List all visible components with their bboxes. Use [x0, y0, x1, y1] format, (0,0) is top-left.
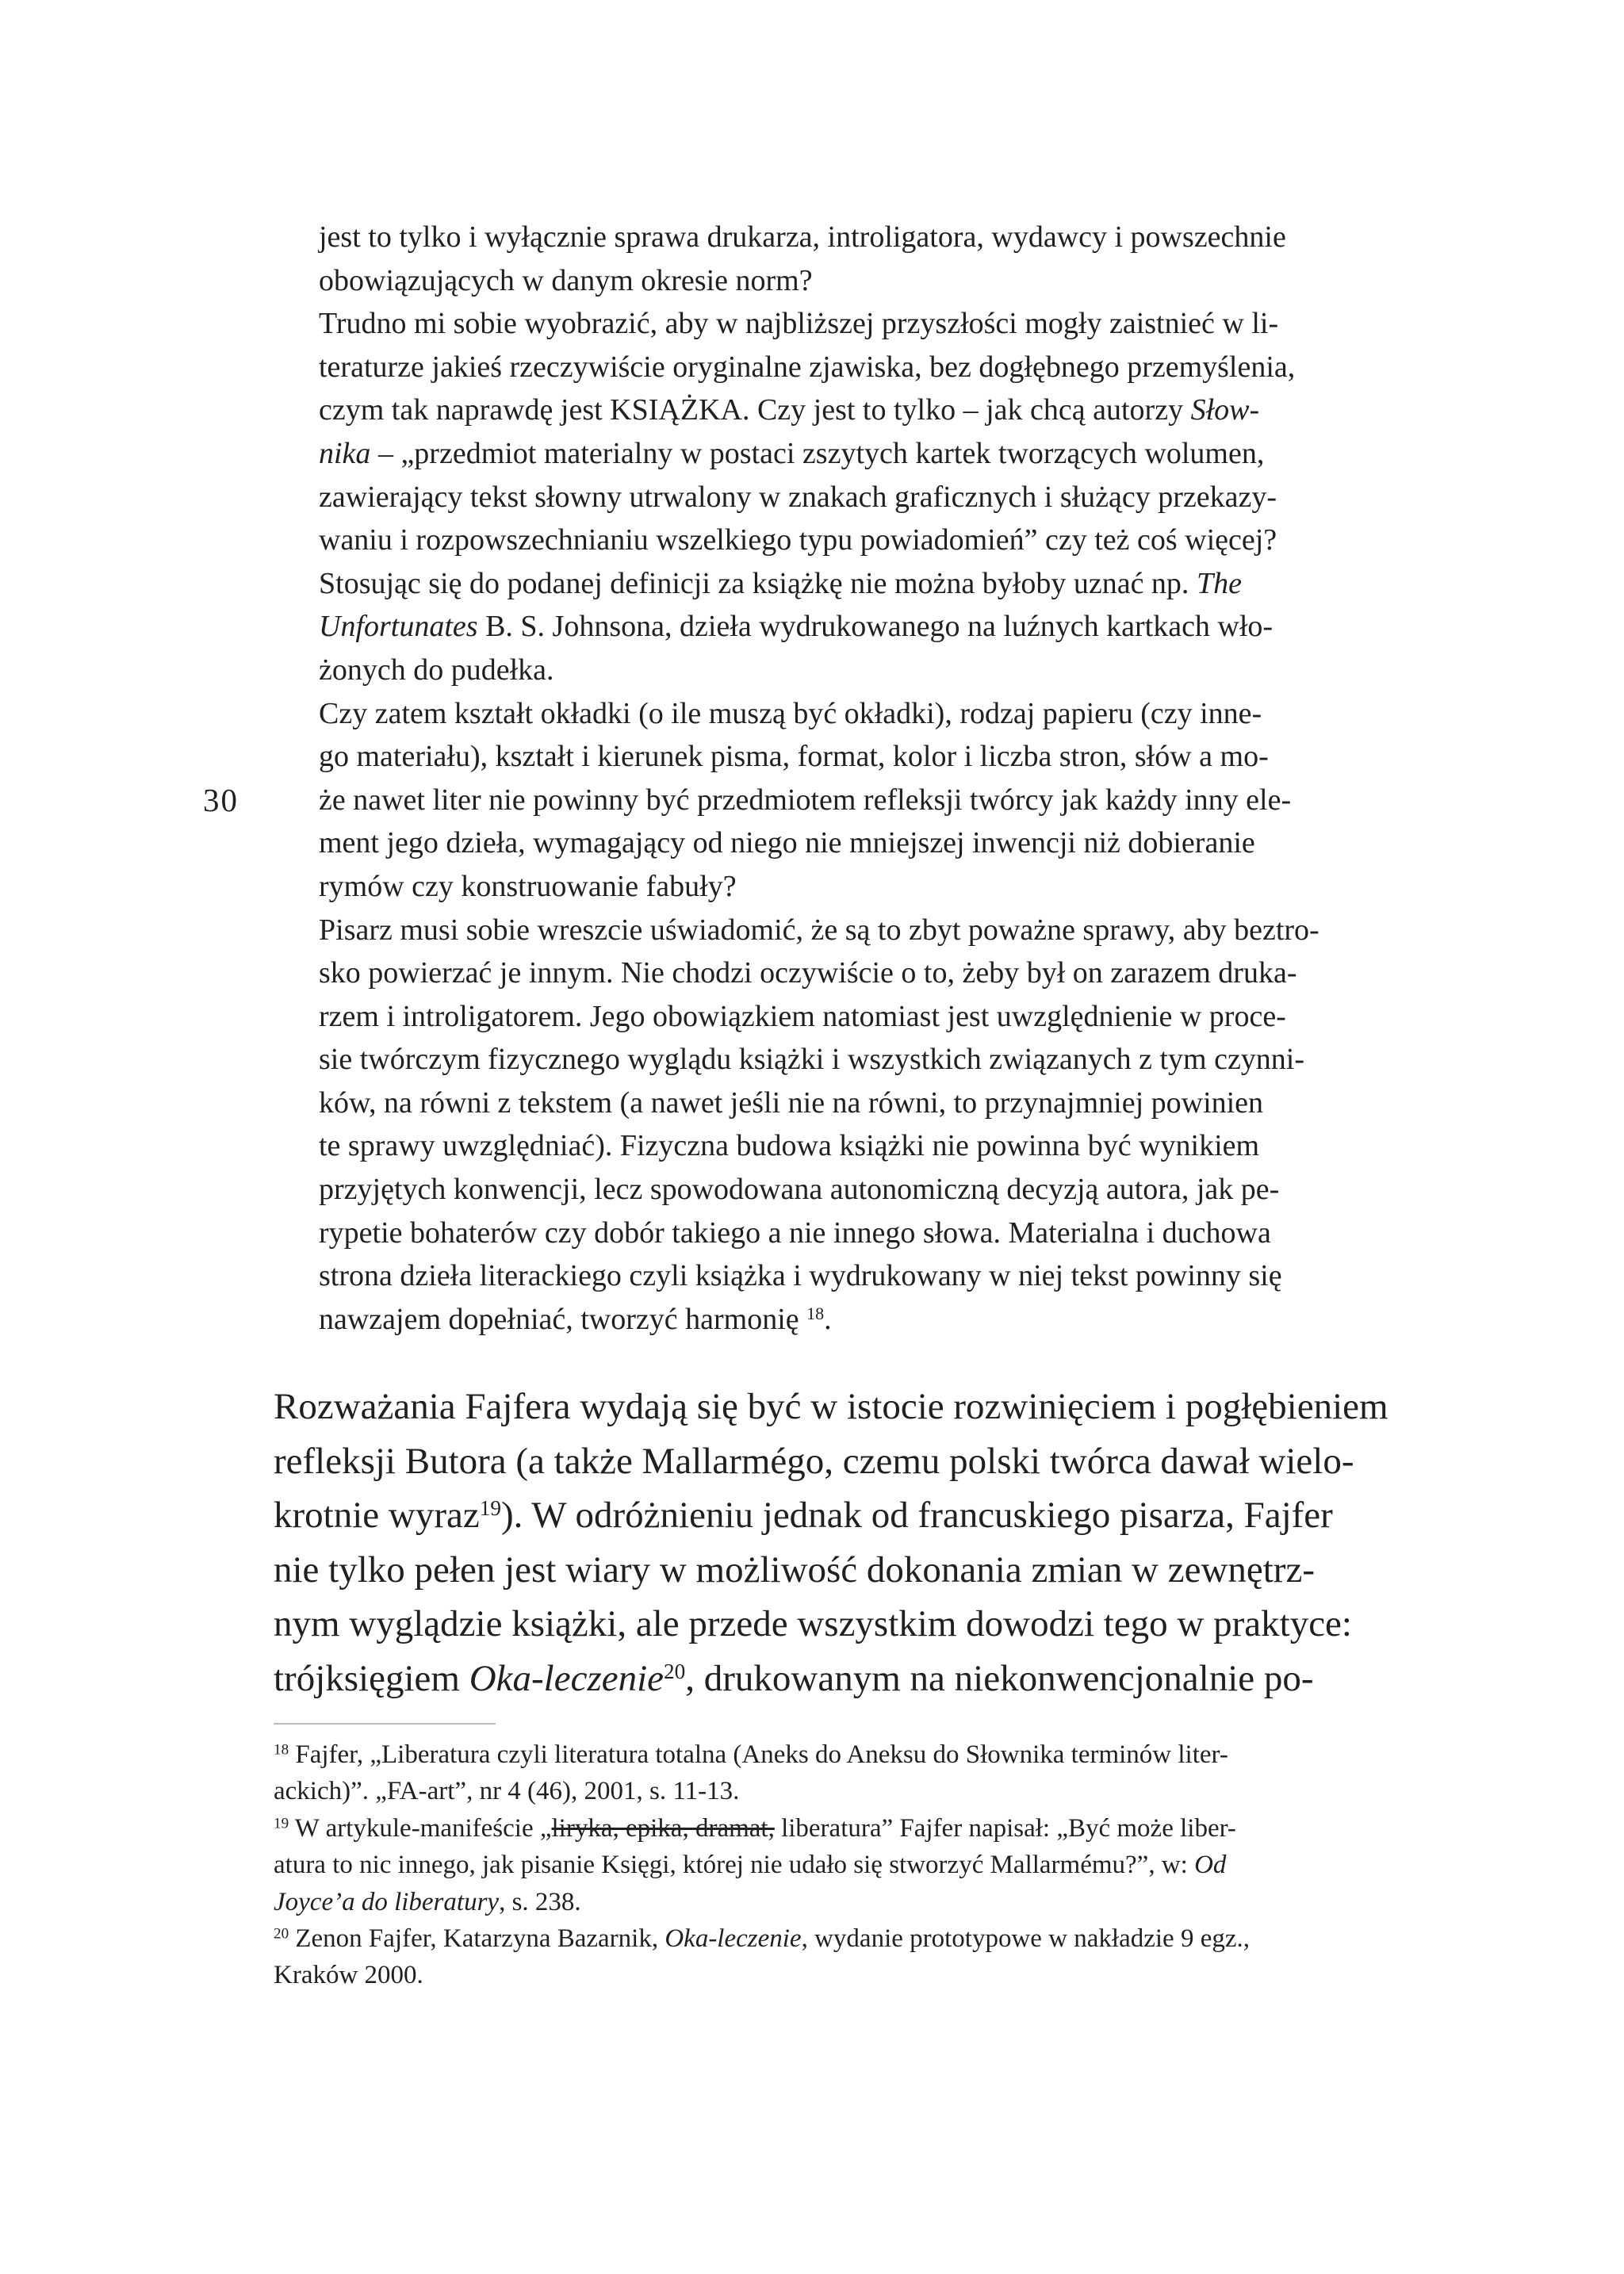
italic-title: Unfortunates — [319, 610, 478, 644]
text-run: sko powierzać je innym. Nie chodzi oczywiście o to, żeby był on zarazem druka- — [319, 956, 1297, 990]
italic-title: Słow- — [1190, 393, 1260, 427]
struck-text: liryka, epika, dramat, — [551, 1813, 775, 1843]
quote-line — [319, 779, 1380, 822]
main-paragraph — [274, 1380, 1388, 1706]
footnote-line — [274, 1847, 1380, 1883]
footnote-line — [274, 1884, 1380, 1920]
quote-line — [319, 605, 1380, 649]
quote-line — [319, 562, 1380, 606]
italic-title: The — [1196, 566, 1242, 600]
quote-line — [319, 692, 1380, 736]
body-line — [274, 1380, 1388, 1434]
text-run: waniu i rozpowszechnianiu wszelkiego typu powiadomień” czy też coś więcej? — [319, 523, 1277, 557]
italic-title: Od — [1194, 1851, 1227, 1880]
body-line — [274, 1434, 1380, 1489]
footnote-line — [274, 1810, 1380, 1847]
text-run: jest to tylko i wyłącznie sprawa drukarza, introligatora, wydawcy i powszechnie — [319, 220, 1286, 254]
text-run: krotnie wyraz — [274, 1495, 480, 1537]
text-run: Rozważania Fajfera wydają się być w istocie rozwinięciem i pogłębieniem — [274, 1386, 1388, 1427]
text-run: żonych do pudełka. — [319, 653, 554, 687]
text-run: nym wyglądzie książki, ale przede wszystkim dowodzi tego w praktyce: — [274, 1603, 1352, 1645]
quote-line — [319, 389, 1380, 432]
text-run: czym tak naprawdę jest KSIĄŻKA. Czy jest to tylko – jak chcą autorzy — [319, 393, 1191, 427]
footnotes — [274, 1736, 1380, 1994]
quote-line — [319, 735, 1380, 779]
text-run: zawierający tekst słowny utrwalony w znakach graficznych i służący przekazy- — [319, 480, 1277, 514]
body-line — [274, 1597, 1380, 1652]
text-run: Stosując się do podanej definicji za książkę nie można byłoby uznać np. — [319, 566, 1197, 600]
text-run: Zenon Fajfer, Katarzyna Bazarnik, — [289, 1924, 665, 1954]
body-line — [274, 1488, 1380, 1543]
italic-title: Oka-leczenie — [469, 1657, 665, 1699]
quote-line — [319, 821, 1380, 865]
quote-line — [319, 951, 1380, 995]
text-run: , wydanie prototypowe w nakładzie 9 egz., — [801, 1924, 1250, 1954]
footnote-marker: 18 — [274, 1741, 289, 1759]
footnote-line — [274, 1773, 1380, 1809]
italic-title: nika — [319, 436, 371, 470]
quote-line — [319, 649, 1380, 692]
body-line — [274, 1652, 1380, 1706]
quote-line — [319, 432, 1380, 476]
quote-line — [319, 909, 1380, 952]
text-run: rymów czy konstruowanie fabuły? — [319, 869, 737, 903]
quote-line — [319, 1124, 1380, 1168]
text-run: refleksji Butora (a także Mallarmégo, czemu polski twórca dawał wielo- — [274, 1440, 1354, 1482]
text-run: rzem i introligatorem. Jego obowiązkiem natomiast jest uwzględnienie w proce- — [319, 999, 1286, 1033]
text-run: ków, na równi z tekstem (a nawet jeśli nie na równi, to przynajmniej powinien — [319, 1085, 1264, 1120]
quote-line — [319, 302, 1380, 346]
text-run: że nawet liter nie powinny być przedmiotem refleksji twórcy jak każdy inny ele- — [319, 783, 1292, 817]
italic-title: Oka-leczenie — [665, 1924, 802, 1954]
text-run: ackich)”. „FA-art”, nr 4 (46), 2001, s. 11-13. — [274, 1777, 740, 1806]
body-line — [274, 1543, 1380, 1598]
text-run: teraturze jakieś rzeczywiście oryginalne zjawiska, bez dogłębnego przemyślenia, — [319, 350, 1296, 384]
text-run: Fajfer, „Liberatura czyli literatura totalna (Aneks do Aneksu do Słownika terminów liter- — [289, 1740, 1228, 1769]
text-run: ). W odróżnieniu jednak od francuskiego pisarza, Fajfer — [500, 1495, 1333, 1537]
quote-line — [319, 1254, 1380, 1298]
quote-line — [319, 1212, 1380, 1255]
text-run: nawzajem dopełniać, tworzyć harmonię — [319, 1302, 807, 1336]
text-run: sie twórczym fizycznego wyglądu książki i wszystkich związanych z tym czynni- — [319, 1043, 1305, 1077]
footnote-marker: 18 — [806, 1303, 825, 1323]
text-run: B. S. Johnsona, dzieła wydrukowanego na luźnych kartkach wło- — [477, 610, 1274, 644]
footnote-marker: 20 — [274, 1925, 289, 1943]
quote-line — [319, 1038, 1380, 1081]
text-run: liberatura” Fajfer napisał: „Być może liber- — [774, 1813, 1236, 1843]
italic-title: Joyce’a do liberatury — [274, 1887, 500, 1916]
quote-line — [319, 216, 1380, 259]
footnote-line — [274, 1920, 1380, 1957]
text-run: W artykule-manifeście „ — [289, 1813, 552, 1843]
quote-line — [319, 1081, 1380, 1125]
text-run: ment jego dzieła, wymagający od niego nie mniejszej inwencji niż dobieranie — [319, 826, 1255, 860]
quote-line — [319, 865, 1380, 909]
text-run: obowiązujących w danym okresie norm? — [319, 263, 813, 297]
text-run: Trudno mi sobie wyobrazić, aby w najbliższej przyszłości mogły zaistnieć w li- — [319, 307, 1279, 341]
text-run: strona dzieła literackiego czyli książka i wydrukowany w niej tekst powinny się — [319, 1259, 1282, 1293]
footnote-line — [274, 1736, 1380, 1773]
text-run: Pisarz musi sobie wreszcie uświadomić, że są to zbyt poważne sprawy, aby beztro- — [319, 913, 1320, 947]
text-run: rypetie bohaterów czy dobór takiego a nie innego słowa. Materialna i duchowa — [319, 1215, 1271, 1250]
quote-line — [319, 519, 1380, 562]
text-run: te sprawy uwzględniać). Fizyczna budowa książki nie powinna być wynikiem — [319, 1129, 1260, 1163]
block-quote — [319, 216, 1380, 1341]
text-run: . — [824, 1302, 832, 1336]
text-run: Czy zatem kształt okładki (o ile muszą być okładki), rodzaj papieru (czy inne- — [319, 696, 1262, 730]
text-run: – „przedmiot materialny w postaci zszytych kartek tworzących wolumen, — [370, 436, 1265, 470]
quote-line — [319, 346, 1380, 389]
text-run: nie tylko pełen jest wiary w możliwość dokonania zmian w zewnętrz- — [274, 1549, 1315, 1591]
quote-line — [319, 259, 1380, 303]
quote-line — [319, 1168, 1380, 1212]
quote-line — [319, 476, 1380, 519]
footnote-marker: 20 — [664, 1659, 686, 1683]
text-run: Kraków 2000. — [274, 1961, 423, 1990]
text-run: trójksięgiem — [274, 1657, 469, 1699]
quote-line — [319, 995, 1380, 1039]
footnote-marker: 19 — [274, 1815, 289, 1832]
footnote-marker: 19 — [479, 1496, 501, 1521]
footnote-separator — [274, 1723, 496, 1725]
quote-line — [319, 1298, 1380, 1342]
page-number: 30 — [203, 782, 239, 818]
text-run: , drukowanym na niekonwencjonalnie po- — [685, 1657, 1314, 1699]
text-run: atura to nic innego, jak pisanie Księgi, której nie udało się stworzyć Mallarmému?”, w: — [274, 1851, 1195, 1880]
text-run: , s. 238. — [499, 1887, 581, 1916]
text-run: go materiału), kształt i kierunek pisma, format, kolor i liczba stron, słów a mo- — [319, 740, 1269, 774]
text-run: przyjętych konwencji, lecz spowodowana autonomiczną decyzją autora, jak pe- — [319, 1173, 1280, 1207]
footnote-line — [274, 1957, 1380, 1993]
